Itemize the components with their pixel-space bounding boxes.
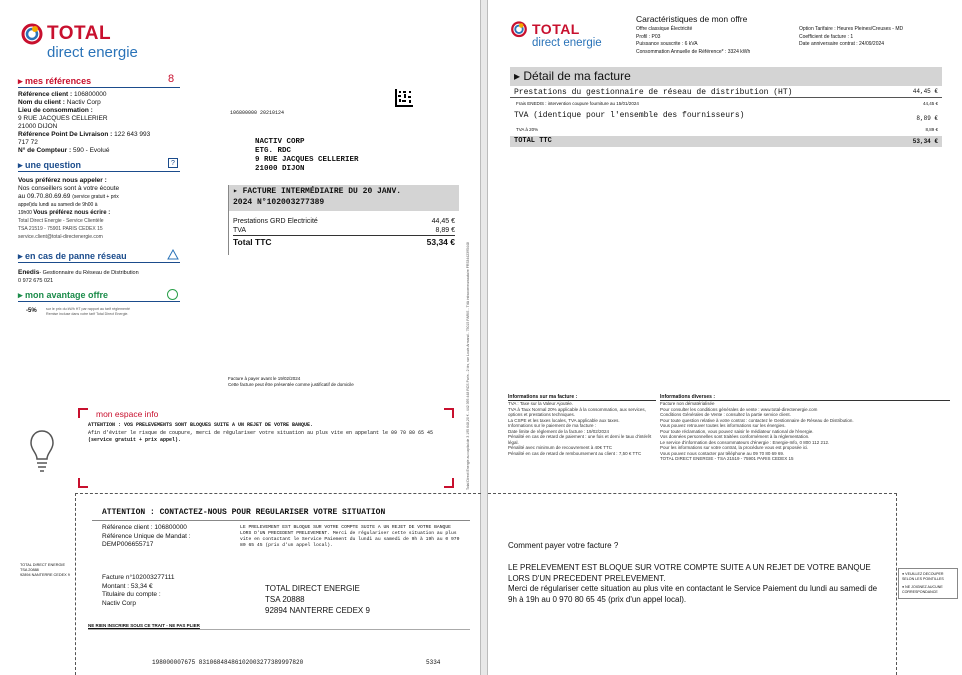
coupon-no-write: NE RIEN INSCRIRE SOUS CE TRAIT - NE PAS PLIER bbox=[88, 623, 200, 628]
detail-header bbox=[510, 67, 942, 86]
info-misc-lines bbox=[660, 401, 950, 462]
coupon-heading: ATTENTION : CONTACTEZ-NOUS POUR REGULARISER VOTRE SITUATION bbox=[102, 508, 386, 517]
invoice-total: Total TTC 53,34 € bbox=[233, 237, 455, 247]
offer-section bbox=[636, 14, 956, 55]
invoice-row-grd: Prestations GRD Electricité 44,45 € bbox=[233, 218, 455, 225]
logo-word: TOTAL bbox=[532, 21, 580, 37]
info-line: Conditions Générales de Vente : consultez la partie service client. bbox=[660, 412, 791, 417]
info-line: Vous pouvez nous contacter par téléphone au 09 70 80 69 69. bbox=[660, 450, 785, 456]
outage-section bbox=[18, 251, 180, 285]
invoice-summary bbox=[228, 185, 459, 255]
detail-title: ▸ Détail de ma facture bbox=[514, 69, 631, 83]
advantage-section bbox=[18, 290, 180, 316]
payment-instructions: LE PRELEVEMENT EST BLOQUE SUR VOTRE COMPTE SUITE A UN REJET DE VOTRE BANQUE LORS D'UN PRECEDENT PRELEVEMENT. Merci de régulariser cette situation au plus vite en contactant le Service Paiement du lundi au samedi de 9h à 19h au 0 970 80 65 45 (prix d'un appel local). bbox=[508, 563, 878, 604]
info-line: Vos données personnelles sont traitées conformément à la réglementation. bbox=[660, 434, 810, 439]
coupon-barcode-line: 198000007675 83106848486102003277389997820 bbox=[152, 659, 304, 666]
references-section bbox=[18, 73, 180, 155]
info-space bbox=[78, 408, 454, 488]
info-line: Pour toute question relative à votre contrat : contactez le Gestionnaire de Réseau de Distribution. bbox=[660, 417, 854, 423]
coupon-refs: Référence client : 106800000 Référence Unique de Mandat : DEMP006655717 bbox=[102, 524, 191, 548]
advantage-pct: -5% bbox=[26, 308, 37, 314]
advantage-text: sur le prix du kWh HT par rapport au tarif réglementé Remise incluse dans votre tarif Total Direct Energie. bbox=[46, 307, 131, 316]
info-line: Pénalité avec minimum de recouvrement à 40€ TTC bbox=[508, 445, 612, 450]
coupon-address: TOTAL DIRECT ENERGIE TSA 20888 92894 NANTERRE CEDEX 9 bbox=[265, 584, 370, 615]
info-line: Le service d'information des consommateurs d'énergie : Energie-Info, 0 800 112 212. bbox=[660, 439, 830, 445]
logo-sub: direct energie bbox=[47, 44, 138, 61]
question-icon: ? bbox=[168, 158, 178, 168]
advantage-icon bbox=[167, 289, 178, 300]
detail-total: TOTAL TTC 53,34 € bbox=[510, 136, 942, 147]
info-line: Pénalité en cas de retard de remboursement au client : 7,50 € TTC bbox=[508, 450, 642, 456]
info-line: Vous pouvez retrouver toutes les informations sur les énergies. bbox=[660, 423, 786, 428]
info-line: Pénalité en cas de retard de paiement : une fois et demi le taux d'intérêt légal. bbox=[508, 434, 652, 445]
datamatrix-code bbox=[395, 89, 413, 107]
info-line: TVA à Taux Normal 20% applicable à la consommation, aux services, options et prestations techniques. bbox=[508, 406, 646, 417]
coupon-instructions: ● VEUILLEZ DECOUPER SELON LES POINTILLES ● NE JOIGNEZ AUCUNE CORRESPONDANCE bbox=[898, 568, 958, 599]
info-line: Pour toute réclamation, vous pouvez saisir le médiateur national de l'énergie. bbox=[660, 428, 814, 434]
info-line: TVA : Taxe sur la Valeur Ajoutée. bbox=[508, 401, 574, 406]
invoice-page-right bbox=[487, 0, 962, 675]
total-logo-right bbox=[510, 18, 630, 54]
detail-row-tva: TVA (identique pour l'ensemble des fournisseurs) 8,89 € bbox=[514, 111, 938, 122]
offer-title: Caractéristiques de mon offre bbox=[636, 14, 748, 24]
info-misc: Informations diverses : Facture non dématérialisée Pour consulter les conditions générales de vente : www.total-directenergie.com Conditions Générales de Vente : consultez la partie service client. Pour toute question relative à votre contrat : contactez le Gestionnaire de Réseau de Distribution. Vous pouvez retrouver toutes les informations sur les énergies. Pour toute réclamation, vous pouvez saisir le médiateur national de l'énergie. Vos données personnelles sont traitées conformément à la réglementation. Le service d'information des consommateurs d'énergie : Energie-Info, 0 800 112 212. Pour les informations sur votre contrat, la procédure vous est proposée ici. Vous pouvez nous contacter par téléphone au 09 70 80 69 69. TOTAL DIRECT ENERGIE - TSA 21519 - 75901 PARIS CEDEX 15 bbox=[660, 394, 950, 462]
logo-word: TOTAL bbox=[47, 23, 112, 44]
info-line: Informations sur le paiement de ma facture : bbox=[508, 423, 597, 428]
detail-row-tva20: TVA à 20% 8,89 € bbox=[516, 127, 938, 132]
lightbulb-icon bbox=[28, 428, 56, 474]
total-logo bbox=[20, 20, 160, 64]
warning-icon bbox=[167, 249, 179, 260]
invoice-title: ▸ FACTURE INTERMÉDIAIRE DU 20 JANV. 2024 N°102003277389 bbox=[229, 185, 459, 211]
detail-row-enedis: Frais ENEDIS : intervention coupure fourniture au 15/01/2024 44,45 € bbox=[516, 101, 938, 106]
number-8-icon: 8 bbox=[168, 73, 175, 85]
recipient-address: NACTIV CORP ETG. RDC 9 RUE JACQUES CELLERIER 21000 DIJON bbox=[255, 138, 359, 173]
info-space-title: mon espace info bbox=[96, 409, 159, 419]
coupon-invoice: Facture n°102003277111 Montant : 53,34 € Titulaire du compte : Nactiv Corp bbox=[102, 574, 175, 607]
coupon-side-address: TOTAL DIRECT ENERGIE TSA 20888 92894 NANTERRE CEDEX 9 bbox=[20, 563, 70, 577]
logo-sub: direct energie bbox=[532, 37, 602, 49]
info-line: Pour les informations sur votre contrat, la procédure vous est proposée ici. bbox=[660, 445, 809, 450]
info-line: Facture non dématérialisée bbox=[660, 401, 715, 406]
coupon-notice: LE PRELEVEMENT EST BLOQUE SUR VOTRE COMPTE SUITE A UN REJET DE VOTRE BANQUE LORS D'UN PRECEDENT PRELEVEMENT. Merci de régulariser cette situation au plus vite en contactant le Service Paiement du lundi au samedi de 9h à 19h au 0 970 80 65 45 (prix d'un appel local). bbox=[240, 525, 460, 548]
info-line: TOTAL DIRECT ENERGIE - TSA 21519 - 75901 PARIS CEDEX 15 bbox=[660, 456, 794, 461]
invoice-row-tva: TVA 8,89 € bbox=[233, 227, 455, 234]
offer-right: Option Tarifaire : Heures Pleines/Creuses - MD Coefficient de facture : 1 Date anniversaire contrat : 24/09/2024 bbox=[799, 26, 904, 47]
references-body: Référence client : 106800000 Nom du client : Nactiv Corp Lieu de consommation : 9 RUE JACQUES CELLERIER 21000 DIJON Référence Point De Livraison : 122 643 993 717 72 N° de Compteur : 590 - Evolué bbox=[18, 91, 151, 154]
references-title: ▸ mes références bbox=[18, 76, 92, 86]
question-body: Vous préférez nous appeler : Nos conseillers sont à votre écoute au 09.70.80.69.69 (service gratuit + prix appel)du lundi au samedi de 9h00 à 19h00 Vous préférez nous écrire : Total Direct Energie - Service Clientèle TSA 21519 - 75901 PARIS CEDEX 15 service.client@total-directenergie.com bbox=[18, 177, 120, 240]
coupon-code: 5334 bbox=[426, 659, 441, 666]
question-section bbox=[18, 160, 180, 241]
advantage-title: ▸ mon avantage offre bbox=[18, 290, 109, 300]
outage-body: Enedis- Gestionnaire du Réseau de Distribution 0 972 675 021 bbox=[18, 269, 139, 284]
offer-left: Offre classique Électricité Profil : P03 Puissance souscrite : 6 kVA Consommation Annuelle de Référence* : 3324 kWh bbox=[636, 26, 751, 55]
detail-table bbox=[510, 86, 942, 147]
payment-question: Comment payer votre facture ? bbox=[508, 541, 619, 550]
info-invoice-lines bbox=[508, 401, 656, 456]
doc-number: 106800000 20210124 bbox=[230, 110, 285, 116]
info-line: La CSPE et les taxes locales, TVA applicable aux taxes. bbox=[508, 417, 620, 423]
outage-title: ▸ en cas de panne réseau bbox=[18, 251, 127, 261]
info-space-warning: ATTENTION : VOS PRELEVEMENTS SONT BLOQUES SUITE A UN REJET DE VOTRE BANQUE. Afin d'éviter le risque de coupure, merci de régulariser votre situation au plus vite en appelant le 09 70 80 65 45 (service gratuit + prix appel). bbox=[88, 422, 434, 443]
vertical-legal: Total Direct Energie au capital de 3 195 648,20 € - 442 395 448 RCS Paris - 2 bis, rue Louis Armand - 75015 PARIS - TVA intracommunautaire FR53442395448 bbox=[466, 242, 470, 490]
question-title: ▸ une question bbox=[18, 160, 82, 170]
payment-note: Facture à payer avant le 19/02/2024 Cette facture peut être présentée comme justificatif de domicile bbox=[228, 376, 354, 387]
info-invoice: Informations sur ma facture : TVA : Taxe sur la Valeur Ajoutée. TVA à Taux Normal 20% applicable à la consommation, aux services, options et prestations techniques. La CSPE et les taxes locales, TVA applicable aux taxes. Informations sur le paiement de ma facture : Date limite de règlement de la facture : 19/02/2024 Pénalité en cas de retard de paiement : une fois et demi le taux d'intérêt légal. Pénalité avec minimum de recouvrement à 40€ TTC Pénalité en cas de retard de remboursement au client : 7,50 € TTC bbox=[508, 394, 656, 456]
detail-row-grd: Prestations du gestionnaire de réseau de distribution (HT) 44,45 € bbox=[510, 86, 942, 98]
payment-block bbox=[488, 493, 897, 675]
info-line: Date limite de règlement de la facture : 19/02/2024 bbox=[508, 428, 610, 434]
total-logo-icon bbox=[510, 20, 528, 40]
total-logo-icon bbox=[20, 22, 44, 48]
payment-coupon bbox=[75, 493, 481, 675]
info-line: Pour consulter les conditions générales de vente : www.total-directenergie.com bbox=[660, 406, 818, 412]
